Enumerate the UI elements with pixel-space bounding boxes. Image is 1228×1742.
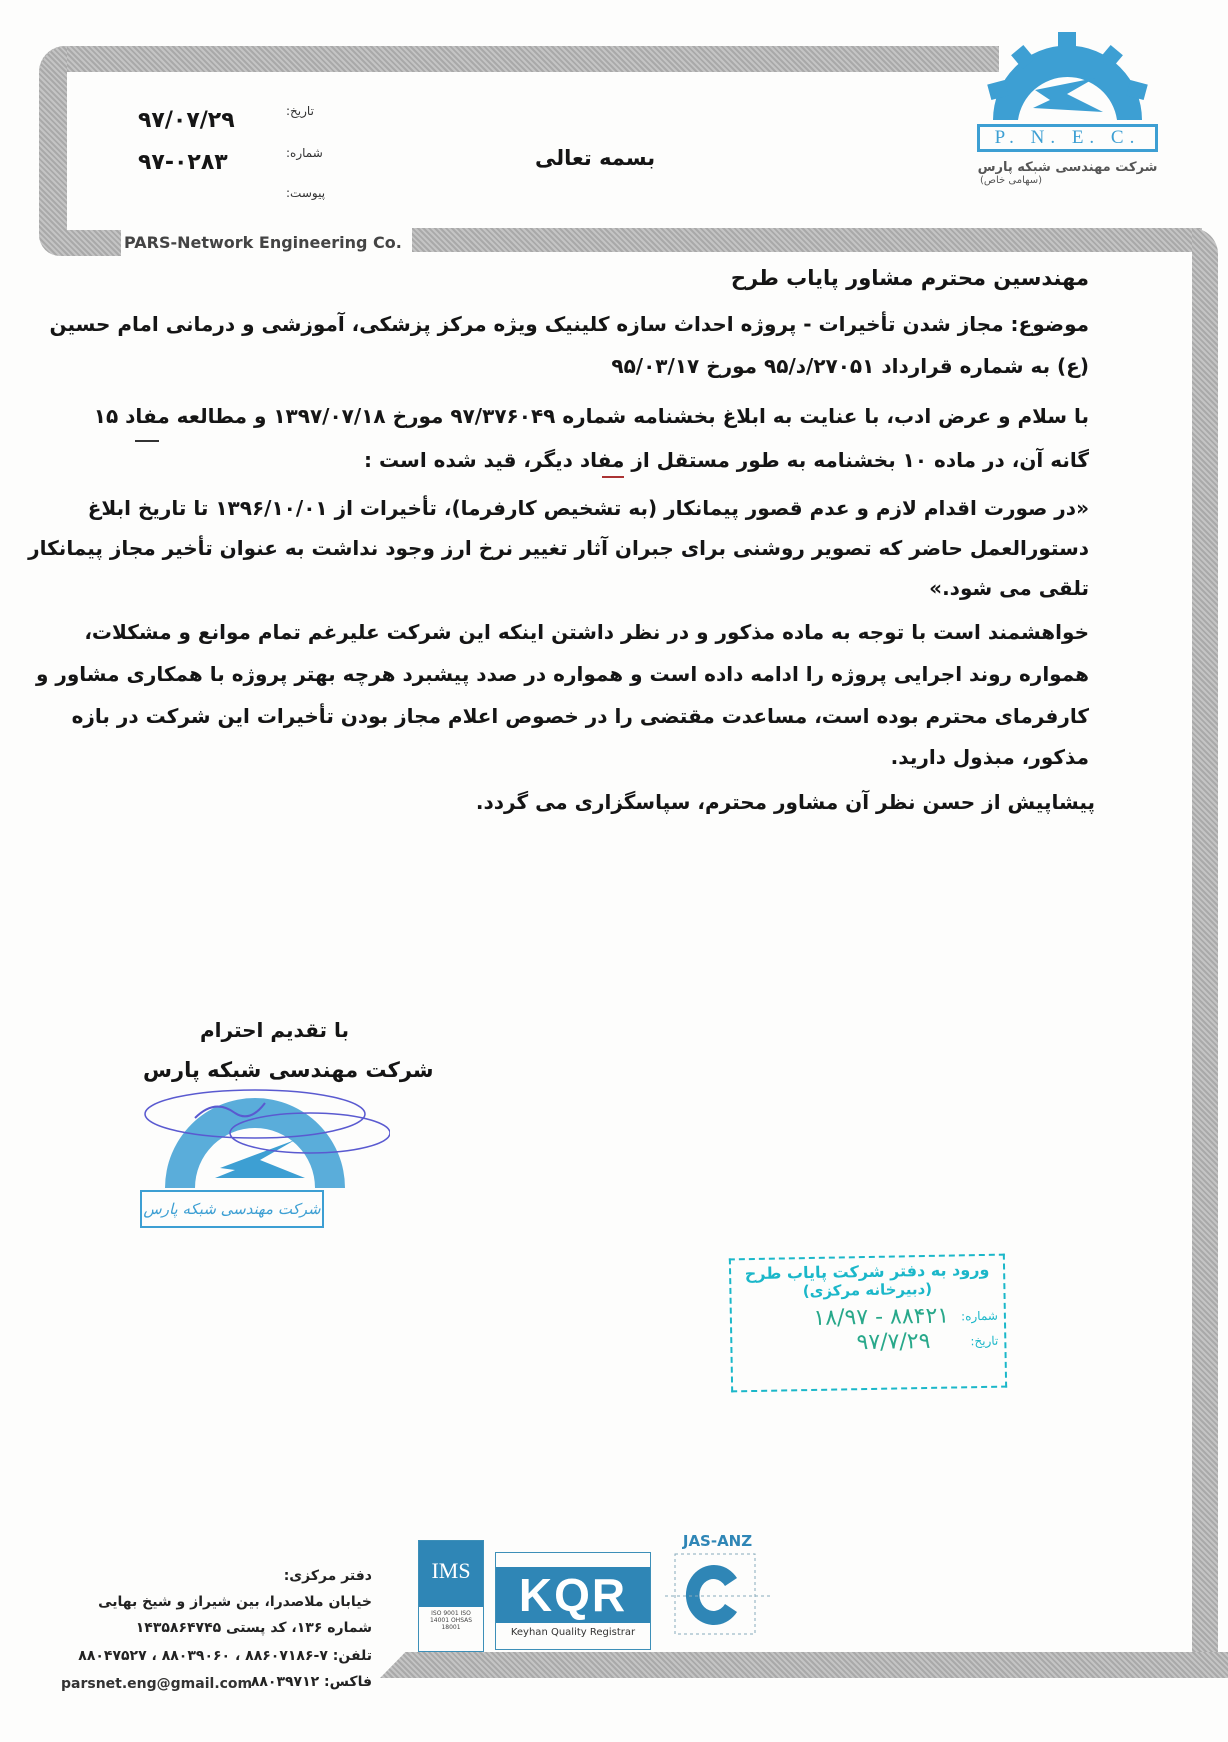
subject-line: موضوع: مجاز شدن تأخیرات - پروژه احداث سازه کلینیک ویژه مرکز پزشکی، آموزشی و درمانی امام حسین — [49, 312, 1089, 336]
signatory: شرکت مهندسی شبکه پارس — [143, 1058, 434, 1082]
email-link[interactable]: parsnet.eng@gmail.com — [61, 1676, 253, 1692]
jas-anz-label: JAS-ANZ — [682, 1532, 753, 1550]
request-line: همواره روند اجرایی پروژه را ادامه داده است و همواره در صدد پیشبرد هرچه بهتر پروژه با همکاری مشاور و — [35, 662, 1089, 686]
fax: فاکس: ۸۸۰۳۹۷۱۲ — [250, 1674, 372, 1690]
request-line: کارفرمای محترم بوده است، مساعدت مقتضی را در خصوص اعلام مجاز بودن تأخیرات این شرکت در بازه — [71, 704, 1089, 728]
handwritten-underline — [135, 440, 159, 442]
quote-line: تلقی می شود.» — [929, 576, 1089, 600]
date-label: تاریخ: — [286, 104, 314, 118]
company-name-en: PARS-Network Engineering Co. — [124, 233, 402, 252]
jas-anz-c-icon — [665, 1550, 770, 1640]
address-line-1: خیابان ملاصدرا، بین شیراز و شیخ بهایی — [98, 1594, 372, 1610]
kqr-sub: Keyhan Quality Registrar — [510, 1627, 636, 1638]
company-name-fa: شرکت مهندسی شبکه پارس — [977, 160, 1158, 175]
ims-sub: ISO 9001 ISO 14001 OHSAS 18001 — [429, 1610, 473, 1631]
jas-anz-cert-logo — [665, 1532, 770, 1647]
stamp-date-value: ۹۷/۷/۲۹ — [856, 1328, 931, 1356]
company-type: (سهامی خاص) — [980, 175, 1043, 186]
letterhead-frame-bottom — [39, 230, 121, 256]
date-value: ۹۷/۰۷/۲۹ — [138, 108, 235, 133]
subject-line-2: (ع) به شماره قرارداد ۲۷۰۵۱/د/۹۵ مورخ ۹۵/۰۳/۱۷ — [611, 354, 1089, 378]
receipt-stamp — [729, 1254, 1007, 1393]
stamp-number-value: ۸۸۴۲۱ - ۱۸/۹۷ — [813, 1303, 950, 1331]
addressee: مهندسین محترم مشاور پایاب طرح — [730, 266, 1089, 290]
ims-cert-logo — [418, 1540, 484, 1652]
ims-label: IMS — [419, 1541, 483, 1607]
number-value: ۹۷-۰۲۸۳ — [138, 150, 228, 175]
stamp-number-label: شماره: — [960, 1308, 999, 1323]
body-line: گانه آن، در ماده ۱۰ بخشنامه به طور مستقل از مفاد دیگر، قید شده است : — [364, 448, 1089, 472]
attachment-label: پیوست: — [286, 186, 326, 200]
body-line: با سلام و عرض ادب، با عنایت به ابلاغ بخشنامه شماره ۹۷/۳۷۶۰۴۹ مورخ ۱۳۹۷/۰۷/۱۸ و مطالعه مفاد ۱۵ — [93, 404, 1089, 428]
phone: تلفن: ۷-۸۸۶۰۷۱۸۶ ، ۸۸۰۳۹۰۶۰ ، ۸۸۰۴۷۵۲۷ — [78, 1648, 372, 1664]
kqr-label: KQR — [496, 1567, 650, 1623]
page-frame-footer — [380, 1652, 1228, 1678]
quote-line: «در صورت اقدام لازم و عدم قصور پیمانکار (به تشخیص کارفرما)، تأخیرات از ۱۳۹۶/۱۰/۰۱ تا تاریخ ابلاغ — [87, 496, 1089, 520]
logo-acronym: P. N. E. C. — [977, 124, 1158, 152]
address-line-2: شماره ۱۳۶، کد پستی ۱۴۳۵۸۶۴۷۴۵ — [135, 1620, 372, 1636]
office-label: دفتر مرکزی: — [283, 1568, 372, 1584]
invocation-heading: بسمه تعالی — [535, 146, 656, 170]
letterhead-frame-bottom-right — [412, 228, 1202, 252]
company-seal — [135, 1078, 390, 1233]
stamp-date-label: تاریخ: — [970, 1333, 999, 1348]
stamp-subtitle: (دبیرخانه مرکزی) — [802, 1279, 933, 1301]
handwritten-underline — [602, 476, 624, 478]
quote-line: دستورالعمل حاضر که تصویر روشنی برای جبران آثار تغییر نرخ ارز وجود نداشت به عنوان تأخیر مجاز پیمانکار — [28, 536, 1089, 560]
number-label: شماره: — [286, 146, 323, 160]
company-logo — [975, 30, 1160, 200]
request-line: مذکور، مبذول دارید. — [890, 745, 1089, 769]
seal-text: شرکت مهندسی شبکه پارس — [140, 1190, 324, 1228]
letterhead-frame-top — [39, 46, 999, 72]
gear-lightning-icon — [975, 30, 1160, 120]
page-frame-right — [1192, 228, 1218, 1673]
kqr-cert-logo — [495, 1552, 651, 1650]
thanks-line: پیشاپیش از حسن نظر آن مشاور محترم، سپاسگزاری می گردد. — [475, 790, 1095, 814]
seal-gear-icon — [135, 1078, 390, 1188]
letterhead-frame-left — [39, 46, 67, 256]
stamp-title: ورود به دفتر شرکت پایاب طرح — [744, 1259, 990, 1284]
closing: با تقدیم احترام — [200, 1018, 349, 1042]
request-line: خواهشمند است با توجه به ماده مذکور و در نظر داشتن اینکه این شرکت علیرغم تمام موانع و مشکلات، — [84, 620, 1089, 644]
